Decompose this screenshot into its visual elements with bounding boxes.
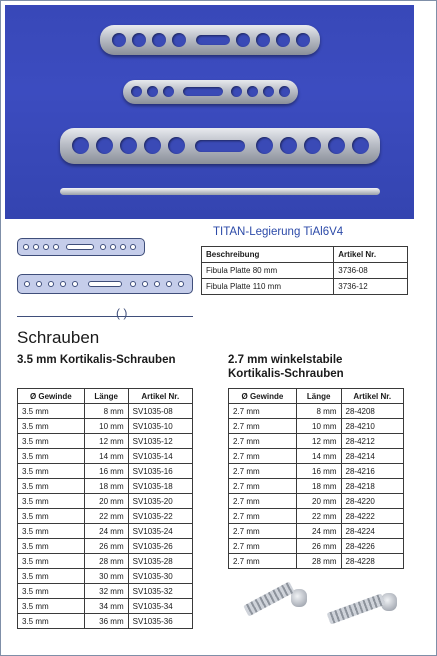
cell-length: 28 mm [84, 554, 128, 569]
cell-length: 8 mm [296, 404, 341, 419]
table-row [18, 584, 193, 599]
cell-thread: 3.5 mm [18, 569, 85, 584]
cell-thread: 3.5 mm [18, 404, 85, 419]
cell-length: 24 mm [296, 524, 341, 539]
cell-thread: 3.5 mm [18, 419, 85, 434]
cell-article: SV1035-12 [128, 434, 192, 449]
table-row [18, 404, 193, 419]
cell-description: Fibula Platte 80 mm [202, 263, 334, 279]
col-header-article: Artikel Nr. [334, 247, 408, 263]
cell-thread: 3.5 mm [18, 524, 85, 539]
cell-length: 12 mm [296, 434, 341, 449]
col-header-length: Länge [84, 389, 128, 404]
cell-length: 36 mm [84, 614, 128, 629]
cell-article: 28-4222 [341, 509, 404, 524]
cell-thread: 3.5 mm [18, 584, 85, 599]
cell-length: 20 mm [296, 494, 341, 509]
cell-article: 28-4220 [341, 494, 404, 509]
cell-thread: 2.7 mm [229, 539, 297, 554]
table-row [18, 494, 193, 509]
cell-thread: 3.5 mm [18, 539, 85, 554]
plate-image-large [60, 128, 380, 164]
cell-length: 26 mm [84, 539, 128, 554]
cell-article: 28-4218 [341, 479, 404, 494]
table-row [18, 419, 193, 434]
cell-length: 8 mm [84, 404, 128, 419]
cell-length: 18 mm [84, 479, 128, 494]
cell-length: 22 mm [84, 509, 128, 524]
table-row [18, 509, 193, 524]
cell-article: SV1035-26 [128, 539, 192, 554]
table-row [229, 494, 404, 509]
col-header-article: Artikel Nr. [128, 389, 192, 404]
col-header-thread: Ø Gewinde [229, 389, 297, 404]
table-row [18, 614, 193, 629]
cell-article: 3736-12 [334, 279, 408, 295]
cell-length: 18 mm [296, 479, 341, 494]
cell-article: SV1035-28 [128, 554, 192, 569]
cell-article: 28-4212 [341, 434, 404, 449]
cell-length: 16 mm [84, 464, 128, 479]
cell-article: 28-4228 [341, 554, 404, 569]
col-header-length: Länge [296, 389, 341, 404]
plates-table [201, 246, 408, 295]
cell-article: 28-4216 [341, 464, 404, 479]
cell-thread: 3.5 mm [18, 614, 85, 629]
cell-article: SV1035-24 [128, 524, 192, 539]
cell-thread: 3.5 mm [18, 599, 85, 614]
table-row [18, 434, 193, 449]
table-row [18, 569, 193, 584]
col-header-description: Beschreibung [202, 247, 334, 263]
table-row [18, 539, 193, 554]
table-row [202, 263, 408, 279]
dimension-line [17, 316, 193, 317]
cell-article: SV1035-10 [128, 419, 192, 434]
plate-image-side [60, 188, 380, 195]
cell-length: 24 mm [84, 524, 128, 539]
cell-thread: 2.7 mm [229, 554, 297, 569]
locking-screws-title-line2: Kortikalis-Schrauben [228, 368, 344, 380]
cell-thread: 2.7 mm [229, 419, 297, 434]
col-header-article: Artikel Nr. [341, 389, 404, 404]
table-row [18, 449, 193, 464]
section-title-screws: Schrauben [17, 328, 100, 347]
cell-length: 14 mm [84, 449, 128, 464]
screws-photo [231, 581, 405, 635]
cell-article: SV1035-36 [128, 614, 192, 629]
cell-thread: 2.7 mm [229, 464, 297, 479]
cell-thread: 3.5 mm [18, 494, 85, 509]
cell-article: 28-4224 [341, 524, 404, 539]
locking-screws-title-line1: 2.7 mm winkelstabile [228, 354, 343, 366]
cell-length: 22 mm [296, 509, 341, 524]
material-heading: TITAN-Legierung TiAl6V4 [213, 226, 344, 238]
table-row [229, 419, 404, 434]
cortical-screws-table [17, 388, 193, 629]
cell-length: 14 mm [296, 449, 341, 464]
table-row [18, 554, 193, 569]
cell-article: 3736-08 [334, 263, 408, 279]
dimension-bracket: ( ) [116, 306, 128, 320]
table-row [18, 599, 193, 614]
cell-description: Fibula Platte 110 mm [202, 279, 334, 295]
cell-length: 10 mm [84, 419, 128, 434]
cortical-screws-title: 3.5 mm Kortikalis-Schrauben [17, 354, 176, 366]
cell-article: 28-4214 [341, 449, 404, 464]
cell-article: 28-4226 [341, 539, 404, 554]
cell-thread: 3.5 mm [18, 554, 85, 569]
cell-length: 20 mm [84, 494, 128, 509]
table-row [229, 509, 404, 524]
cell-article: SV1035-18 [128, 479, 192, 494]
cell-article: SV1035-20 [128, 494, 192, 509]
cell-article: SV1035-14 [128, 449, 192, 464]
cell-article: SV1035-22 [128, 509, 192, 524]
table-row [229, 479, 404, 494]
cell-thread: 2.7 mm [229, 494, 297, 509]
cell-thread: 2.7 mm [229, 449, 297, 464]
table-row [229, 449, 404, 464]
table-row [18, 524, 193, 539]
cell-thread: 2.7 mm [229, 404, 297, 419]
cell-thread: 3.5 mm [18, 434, 85, 449]
table-row [18, 479, 193, 494]
table-row [18, 464, 193, 479]
table-row [229, 464, 404, 479]
cell-thread: 2.7 mm [229, 509, 297, 524]
cell-article: 28-4208 [341, 404, 404, 419]
col-header-thread: Ø Gewinde [18, 389, 85, 404]
plate-image-top [100, 25, 320, 55]
cell-length: 26 mm [296, 539, 341, 554]
cell-thread: 2.7 mm [229, 479, 297, 494]
cell-thread: 3.5 mm [18, 449, 85, 464]
cell-article: SV1035-08 [128, 404, 192, 419]
table-row [229, 434, 404, 449]
cell-length: 12 mm [84, 434, 128, 449]
cell-article: SV1035-30 [128, 569, 192, 584]
cell-article: SV1035-34 [128, 599, 192, 614]
plate-drawing-large [17, 274, 193, 294]
table-row [202, 279, 408, 295]
table-row [229, 554, 404, 569]
cell-thread: 3.5 mm [18, 464, 85, 479]
table-row [229, 404, 404, 419]
cell-length: 28 mm [296, 554, 341, 569]
plate-drawing-small [17, 238, 145, 256]
locking-screws-table [228, 388, 404, 569]
cell-thread: 3.5 mm [18, 479, 85, 494]
cell-length: 10 mm [296, 419, 341, 434]
cell-length: 32 mm [84, 584, 128, 599]
cell-article: SV1035-16 [128, 464, 192, 479]
cell-article: 28-4210 [341, 419, 404, 434]
plates-photo [5, 5, 414, 219]
table-row [229, 539, 404, 554]
cell-article: SV1035-32 [128, 584, 192, 599]
plate-image-middle [123, 80, 298, 104]
cell-thread: 2.7 mm [229, 524, 297, 539]
cell-length: 34 mm [84, 599, 128, 614]
table-row [229, 524, 404, 539]
cell-thread: 2.7 mm [229, 434, 297, 449]
cell-length: 30 mm [84, 569, 128, 584]
cell-length: 16 mm [296, 464, 341, 479]
cell-thread: 3.5 mm [18, 509, 85, 524]
